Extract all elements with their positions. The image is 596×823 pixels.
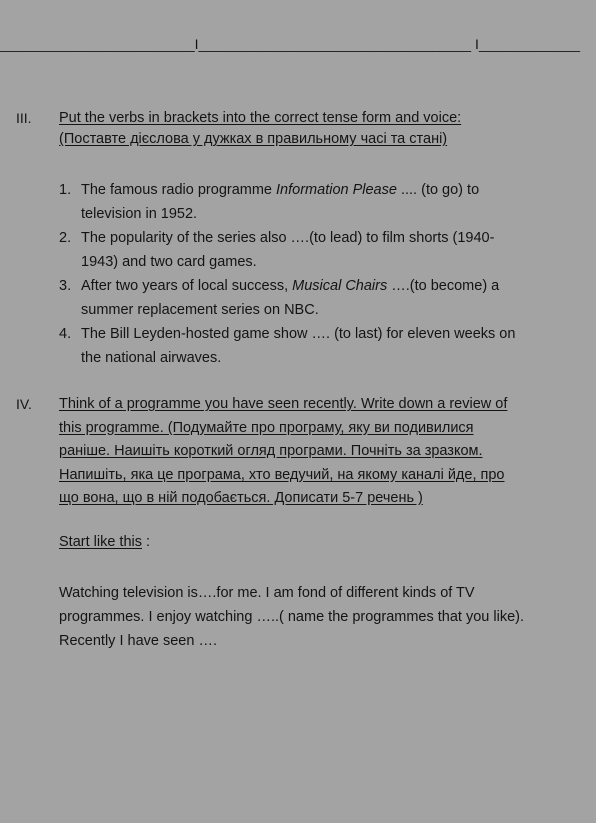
sample-paragraph	[59, 581, 579, 653]
task-line: The famous radio programme Information Please .... (to go) to	[81, 182, 480, 198]
name-date-blank-line: _________________________I___________________________________ I_____________	[0, 36, 581, 52]
sample-line: programmes. I enjoy watching …..( name the programmes that you like).	[59, 609, 524, 625]
section-3-number: III.	[16, 110, 32, 126]
task-line: After two years of local success, Musical Chairs ….(to become) a	[81, 278, 500, 294]
task-item-2	[59, 226, 539, 274]
task-line: 1943) and two card games.	[81, 254, 257, 270]
task-item-4	[59, 322, 539, 370]
section-4-line: раніше. Наишіть короткий огляд програми. Почніть за зразком.	[59, 443, 483, 459]
start-label: Start like this	[59, 534, 142, 550]
section-3-instruction-uk: (Поставте дієслова у дужках в правильному часі та стані)	[59, 131, 448, 147]
task-line: television in 1952.	[81, 206, 198, 222]
sample-line: Recently I have seen ….	[59, 633, 217, 649]
start-like-this	[59, 534, 150, 550]
task-line: The Bill Leyden-hosted game show …. (to last) for eleven weeks on	[81, 326, 516, 342]
task-line: The popularity of the series also ….(to lead) to film shorts (1940-	[81, 230, 495, 246]
section-4-line: this programme. (Подумайте про програму, яку ви подивилися	[59, 419, 474, 436]
section-4-line: що вона, що в ній подобається. Дописати 5-7 речень )	[59, 490, 423, 506]
task-number: 1.	[59, 182, 72, 198]
task-item-3	[59, 274, 539, 322]
task-number: 2.	[59, 230, 72, 246]
programme-title: Information Please	[276, 182, 397, 198]
section-3-heading	[59, 108, 559, 150]
task-list	[59, 178, 539, 370]
task-number: 3.	[59, 278, 72, 294]
task-line: summer replacement series on NBC.	[81, 302, 319, 318]
programme-title: Musical Chairs	[292, 278, 388, 294]
section-4-line: Напишіть, яка це програма, хто ведучий, на якому каналі йде, про	[59, 466, 505, 483]
section-3-instruction-en: Put the verbs in brackets into the correct tense form and voice:	[59, 110, 462, 126]
start-suffix: :	[142, 534, 151, 550]
task-number: 4.	[59, 326, 72, 342]
section-4-line: Think of a programme you have seen recently. Write down a review of	[59, 396, 508, 412]
section-4-number: IV.	[16, 396, 32, 412]
section-4-heading	[59, 393, 559, 511]
sample-line: Watching television is….for me. I am fond of different kinds of TV	[59, 585, 475, 601]
task-line: the national airwaves.	[81, 350, 222, 366]
task-item-1	[59, 178, 539, 226]
